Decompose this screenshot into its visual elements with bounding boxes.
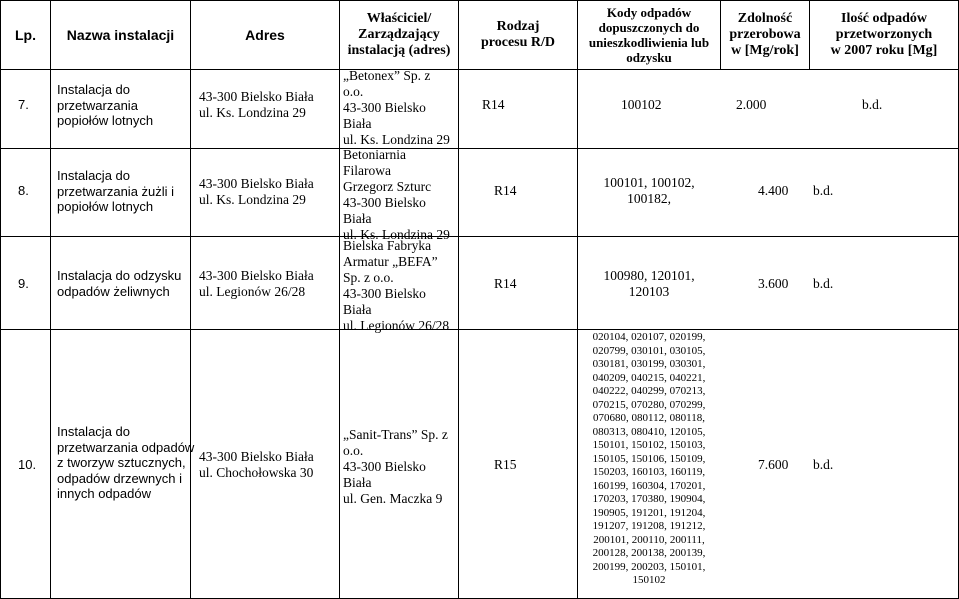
- column-divider: [50, 0, 51, 599]
- row-capacity: 7.600: [758, 457, 789, 472]
- row-capacity: 4.400: [758, 183, 789, 198]
- row-process: R14: [494, 276, 517, 291]
- row-waste-codes: 100980, 120101, 120103: [603, 268, 695, 299]
- header-capacity: Zdolność przerobowa w [Mg/rok]: [729, 11, 801, 58]
- column-divider: [190, 0, 191, 599]
- row-address: 43-300 Bielsko Biała ul. Ks. Londzina 29: [199, 176, 314, 207]
- header-name: Nazwa instalacji: [66, 26, 175, 43]
- row-owner: „Betonex” Sp. z o.o. 43-300 Bielsko Biała ul. Ks. Londzina 29: [343, 68, 450, 147]
- header-lp: Lp.: [15, 26, 36, 43]
- header-codes: Kody odpadów dopuszczonych do unieszkodliwienia lub odzysku: [588, 5, 710, 65]
- row-installation-name: Instalacja do przetwarzania żużli i popiołów lotnych: [57, 168, 175, 214]
- row-waste-codes: 100102: [621, 97, 662, 112]
- row-lp: 8.: [18, 183, 29, 198]
- row-owner: Bielska Fabryka Armatur „BEFA” Sp. z o.o. 43-300 Bielsko Biała ul. Legionów 26/28: [343, 238, 450, 333]
- row-installation-name: Instalacja do przetwarzania odpadów z tworzyw sztucznych, odpadów drzewnych i innych odpadów: [57, 424, 195, 501]
- row-lp: 7.: [18, 97, 29, 112]
- row-lp: 9.: [18, 276, 29, 291]
- row-divider: [0, 236, 959, 237]
- row-waste-codes: 100101, 100102, 100182,: [603, 175, 695, 206]
- row-processed-amount: b.d.: [813, 276, 834, 291]
- row-divider: [0, 148, 959, 149]
- row-process: R14: [494, 183, 517, 198]
- header-divider: [0, 69, 959, 70]
- header-process: Rodzaj procesu R/D: [480, 19, 556, 50]
- row-owner: Betoniarnia Filarowa Grzegorz Szturc 43-300 Bielsko Biała ul. Ks. Londzina 29: [343, 147, 450, 242]
- header-amount: Ilość odpadów przetworzonych w 2007 roku [Mg]: [830, 11, 938, 58]
- column-divider: [339, 0, 340, 599]
- table-border-left: [0, 0, 1, 599]
- row-address: 43-300 Bielsko Biała ul. Legionów 26/28: [199, 268, 314, 299]
- row-installation-name: Instalacja do odzysku odpadów żeliwnych: [57, 268, 182, 299]
- row-installation-name: Instalacja do przetwarzania popiołów lotnych: [57, 82, 154, 128]
- row-waste-codes: 020104, 020107, 020199, 020799, 030101, 030105, 030181, 030199, 030301, 040209, 040215, 040221, 040222, 040299, 070213, 070215, 070280, 070299, 070680, 080112, 080118, 080313, 080410, 120105, 150101, 150102, 150103, 150105, 150106, 150109, 150203, 160103, 160119, 160199, 160304, 170201, 170203, 170380, 190904, 190905, 191201, 191204, 191207, 191208, 191212, 200101, 200110, 200111, 200128, 200138, 200139, 200199, 200203, 150101, 150102: [592, 331, 706, 586]
- row-divider: [0, 329, 959, 330]
- row-process: R14: [482, 97, 505, 112]
- row-capacity: 2.000: [736, 97, 767, 112]
- row-processed-amount: b.d.: [813, 183, 834, 198]
- row-owner: „Sanit-Trans” Sp. z o.o. 43-300 Bielsko Biała ul. Gen. Maczka 9: [343, 427, 448, 506]
- row-processed-amount: b.d.: [813, 457, 834, 472]
- row-address: 43-300 Bielsko Biała ul. Chochołowska 30: [199, 449, 314, 480]
- row-lp: 10.: [18, 457, 37, 472]
- row-address: 43-300 Bielsko Biała ul. Ks. Londzina 29: [199, 89, 314, 120]
- header-address: Adres: [245, 26, 285, 43]
- row-process: R15: [494, 457, 517, 472]
- column-divider: [458, 0, 459, 599]
- row-capacity: 3.600: [758, 276, 789, 291]
- row-processed-amount: b.d.: [862, 97, 883, 112]
- header-owner: Właściciel/ Zarządzający instalacją (adres): [347, 11, 451, 58]
